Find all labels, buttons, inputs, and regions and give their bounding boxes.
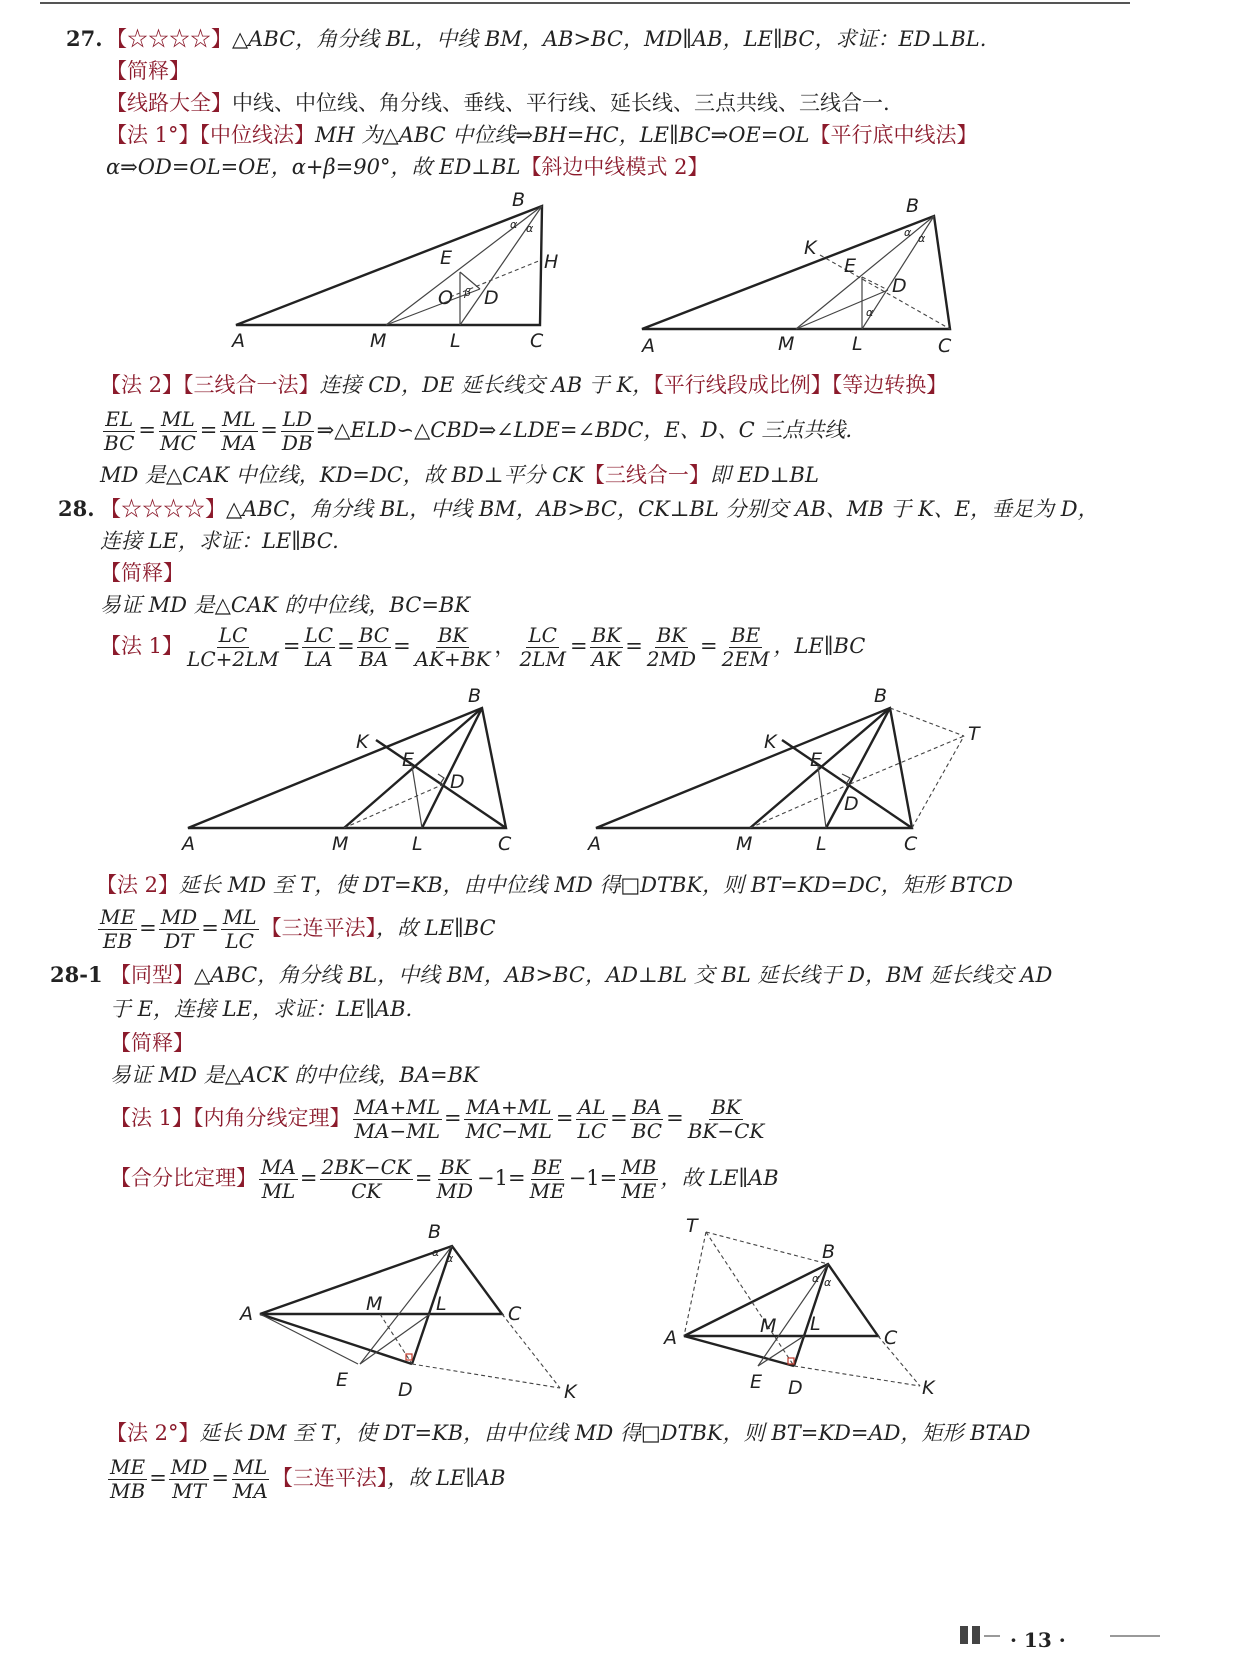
- figure-27-left: [228, 189, 568, 362]
- method2-fractions: $\frac{ME}{MB}$ = $\frac{MD}{MT}$ = $\frac{ML}{MA}$ 【三连平法】，故 LE∥AB: [110, 1455, 506, 1503]
- problem-28-1-note: 易证 MD 是△ACK 的中位线，BA=BK: [110, 1063, 479, 1087]
- fraction: $\frac{2BK-CK}{CK}$: [321, 1155, 411, 1203]
- fraction: $\frac{MD}{DT}$: [160, 905, 198, 953]
- label-k: K: [564, 1381, 577, 1403]
- method2-line1: [100, 372, 947, 398]
- difficulty-stars: 【☆☆☆☆】: [106, 27, 232, 51]
- route-text: 中线、中位线、角分线、垂线、平行线、延长线、三点共线、三线合一.: [232, 91, 890, 115]
- label-l: L: [412, 833, 423, 855]
- method-text: 延长 DM 至 T，使 DT=KB，由中位线 MD 得□DTBK，则 BT=KD=AD，矩形 BTAD: [199, 1421, 1031, 1445]
- label-l: L: [436, 1293, 447, 1315]
- label-m: M: [778, 333, 795, 355]
- method-tag: 【三连平法】: [260, 916, 377, 940]
- label-b: B: [822, 1241, 836, 1263]
- method1-line2: [106, 154, 708, 180]
- fraction: $\frac{LC}{2LM}$: [519, 623, 566, 671]
- label-c: C: [498, 833, 512, 855]
- problem-text: △ABC，角分线 BL，中线 BM，AB>BC，MD∥AB，LE∥BC，求证：ED⊥BL.: [232, 27, 987, 51]
- fraction: $\frac{BE}{ME}$: [529, 1155, 565, 1203]
- label-alpha: α: [510, 218, 518, 231]
- method-tag: 【法 2】: [96, 873, 180, 897]
- fraction: $\frac{BC}{BA}$: [358, 623, 390, 671]
- label-m: M: [370, 330, 387, 352]
- label-b: B: [428, 1221, 442, 1243]
- method-tag: 【斜边中线模式 2】: [520, 155, 709, 179]
- fraction: $\frac{MA+ML}{MC-ML}$: [465, 1095, 552, 1143]
- figure-28-1-left: [240, 1218, 600, 1408]
- method2-line1: [106, 1420, 1030, 1446]
- method-text: ，故 LE∥BC: [376, 916, 496, 940]
- label-c: C: [884, 1327, 898, 1349]
- jianshi-heading: 【简释】: [100, 561, 184, 585]
- fraction: $\frac{ME}{EB}$: [100, 905, 136, 953]
- label-e: E: [336, 1369, 349, 1391]
- label-l: L: [852, 333, 863, 355]
- fraction: $\frac{BK}{BK-CK}$: [687, 1095, 765, 1143]
- problem-28-statement-2: 连接 LE，求证：LE∥BC.: [100, 529, 339, 553]
- method-tag: 【法 2°】: [106, 1421, 200, 1445]
- label-d: D: [892, 275, 907, 297]
- fraction: $\frac{ML}{MA}$: [221, 407, 257, 455]
- same-type-tag: 【同型】: [110, 963, 194, 987]
- fraction: $\frac{ML}{LC}$: [222, 905, 257, 953]
- label-alpha: α: [526, 222, 534, 235]
- minus-one: −1: [477, 1166, 508, 1190]
- label-a: A: [588, 833, 601, 855]
- label-k: K: [922, 1377, 935, 1399]
- label-k: K: [356, 731, 369, 753]
- label-alpha: α: [918, 232, 926, 245]
- label-k: K: [804, 237, 817, 259]
- label-alpha: α: [904, 226, 912, 239]
- label-b: B: [512, 189, 526, 211]
- label-alpha: α: [824, 1276, 832, 1289]
- method-text: 连接 CD，DE 延长线交 AB 于 K，: [319, 373, 654, 397]
- fraction: $\frac{MD}{MT}$: [170, 1455, 208, 1503]
- method-tag: 【平行线段成比例】【等边转换】: [653, 373, 948, 397]
- method-text: ，LE∥BC: [773, 634, 866, 658]
- label-k: K: [764, 731, 777, 753]
- problem-27-number: 27.: [66, 26, 103, 51]
- method2-fractions: $\frac{ME}{EB}$ = $\frac{MD}{DT}$ = $\frac{ML}{LC}$ 【三连平法】，故 LE∥BC: [100, 905, 496, 953]
- fraction: $\frac{ML}{MC}$: [159, 407, 196, 455]
- method2-line3: [100, 462, 819, 488]
- problem-28-statement: [100, 496, 1099, 522]
- jianshi-heading: 【简释】: [110, 1031, 194, 1055]
- triangle-abc: [596, 708, 912, 828]
- label-alpha: α: [812, 1272, 820, 1285]
- label-a: A: [642, 335, 655, 357]
- method1b-fractions: 【合分比定理】 $\frac{MA}{ML}$ = $\frac{2BK-CK}{CK}$ = $\frac{BK}{MD}$ −1= $\frac{BE}{ME}$ −1= $\frac{MB}{ME}$ ，故 LE∥AB: [110, 1155, 779, 1203]
- page-number: · 13 ·: [1010, 1628, 1066, 1652]
- jianshi-heading: 【简释】: [106, 59, 190, 83]
- fraction: $\frac{BK}{MD}$: [436, 1155, 474, 1203]
- label-e: E: [810, 749, 823, 771]
- label-l: L: [816, 833, 827, 855]
- top-rule: [40, 2, 1130, 4]
- method-tag: 【合分比定理】: [110, 1166, 257, 1190]
- problem-28-1-number: 28-1: [50, 962, 103, 987]
- method-tag: 【三连平法】: [271, 1466, 388, 1490]
- label-e: E: [844, 255, 857, 277]
- label-o: O: [438, 287, 453, 309]
- label-d: D: [788, 1377, 803, 1399]
- triangle-abc: [188, 708, 506, 828]
- fraction: $\frac{EL}{BC}$: [104, 407, 135, 455]
- problem-28-1-statement-2: 于 E，连接 LE，求证：LE∥AB.: [110, 997, 413, 1021]
- method-text: 即 ED⊥BL: [709, 463, 819, 487]
- label-a: A: [240, 1303, 253, 1325]
- problem-28-number: 28.: [58, 496, 95, 521]
- label-m: M: [332, 833, 349, 855]
- label-l: L: [450, 330, 461, 352]
- label-e: E: [750, 1371, 763, 1393]
- label-d: D: [398, 1379, 413, 1401]
- route-line: [106, 90, 890, 116]
- label-a: A: [232, 330, 245, 352]
- label-a: A: [182, 833, 195, 855]
- figure-28-left: [180, 685, 520, 858]
- label-c: C: [938, 335, 952, 357]
- method-text: ⇒△ELD∽△CBD⇒∠LDE=∠BDC，E、D、C 三点共线.: [316, 418, 852, 442]
- label-c: C: [508, 1303, 522, 1325]
- fraction: $\frac{ML}{MA}$: [232, 1455, 268, 1503]
- fraction: $\frac{AL}{LC}$: [577, 1095, 607, 1143]
- label-t: T: [968, 723, 980, 745]
- method2-fractions: $\frac{EL}{BC}$ = $\frac{ML}{MC}$ = $\frac{ML}{MA}$ = $\frac{LD}{DB}$ ⇒△ELD∽△CBD⇒∠LDE=∠BDC，E、D、C 三点共线.: [104, 407, 852, 455]
- label-d: D: [484, 287, 499, 309]
- method1-line1: [106, 122, 978, 148]
- problem-text: △ABC，角分线 BL，中线 BM，AB>BC，CK⊥BL 分别交 AB、MB 于 K、E，垂足为 D，: [226, 497, 1099, 521]
- fraction: $\frac{BK}{AK+BK}$: [414, 623, 491, 671]
- label-d: D: [450, 771, 465, 793]
- triangle-abc: [684, 1264, 878, 1336]
- label-t: T: [686, 1215, 698, 1237]
- label-d: D: [844, 793, 859, 815]
- method1-fractions: 【法 1】 $\frac{LC}{LC+2LM}$ = $\frac{LC}{LA}$ = $\frac{BC}{BA}$ = $\frac{BK}{AK+BK}$ ， $\frac{LC}{2LM}$ = $\frac{BK}{AK}$ = $\frac{BK}{2MD}$ = $\frac{BE}{2EM}$ ，LE∥BC: [100, 623, 866, 671]
- method-text: ，故 LE∥AB: [660, 1166, 779, 1190]
- label-e: E: [440, 247, 453, 269]
- label-b: B: [874, 685, 888, 707]
- label-alpha: α: [446, 1252, 454, 1265]
- method-text: 延长 MD 至 T，使 DT=KB，由中位线 MD 得□DTBK，则 BT=KD=DC，矩形 BTCD: [179, 873, 1013, 897]
- fraction: $\frac{BK}{2MD}$: [646, 623, 697, 671]
- method-tag: 【法 1】【内角分线定理】: [110, 1106, 351, 1130]
- label-m: M: [736, 833, 753, 855]
- label-l: L: [810, 1313, 821, 1335]
- method1-fractions: 【法 1】【内角分线定理】 $\frac{MA+ML}{MA-ML}$ = $\frac{MA+ML}{MC-ML}$ = $\frac{AL}{LC}$ = $\frac{BA}{BC}$ = $\frac{BK}{BK-CK}$: [110, 1095, 765, 1143]
- fraction: $\frac{LC}{LC+2LM}$: [187, 623, 279, 671]
- figure-28-1-right: [664, 1215, 984, 1408]
- method-text: ，故 LE∥AB: [387, 1466, 506, 1490]
- fraction: $\frac{MB}{ME}$: [621, 1155, 657, 1203]
- label-b: B: [906, 195, 920, 217]
- problem-28-1-statement: [110, 962, 1052, 988]
- fraction: $\frac{BE}{2EM}$: [721, 623, 770, 671]
- problem-28-note: 易证 MD 是△CAK 的中位线，BC=BK: [100, 593, 471, 617]
- method-tag: 【法 1】: [100, 634, 184, 658]
- method-text: MH 为△ABC 中位线⇒BH=HC，LE∥BC⇒OE=OL: [315, 123, 810, 147]
- label-m: M: [760, 1315, 777, 1337]
- label-m: M: [366, 1293, 383, 1315]
- label-beta: β: [464, 286, 472, 299]
- problem-27-statement: [106, 26, 986, 52]
- fraction: $\frac{MA}{ML}$: [261, 1155, 296, 1203]
- label-a: A: [664, 1327, 677, 1349]
- minus-one: −1: [568, 1166, 600, 1190]
- problem-text: △ABC，角分线 BL，中线 BM，AB>BC，AD⊥BL 交 BL 延长线于 D，BM 延长线交 AD: [194, 963, 1053, 987]
- figure-28-right: [586, 685, 1006, 858]
- figure-27-right: [640, 192, 980, 362]
- fraction: $\frac{LD}{DB}$: [281, 407, 313, 455]
- label-alpha: α: [866, 306, 874, 319]
- route-tag: 【线路大全】: [106, 91, 232, 115]
- method-tag: 【法 1°】【中位线法】: [106, 123, 316, 147]
- label-b: B: [468, 685, 482, 707]
- fraction: $\frac{BA}{BC}$: [631, 1095, 663, 1143]
- fraction: $\frac{ME}{MB}$: [110, 1455, 146, 1503]
- fraction: $\frac{LC}{LA}$: [304, 623, 334, 671]
- method-tag: 【三线合一】: [583, 463, 710, 487]
- method-text: MD 是△CAK 中位线，KD=DC，故 BD⊥平分 CK: [100, 463, 584, 487]
- label-h: H: [544, 251, 559, 273]
- method-tag: 【平行底中线法】: [809, 123, 978, 147]
- label-c: C: [530, 330, 544, 352]
- label-c: C: [904, 833, 918, 855]
- method2-line1: [96, 872, 1013, 898]
- difficulty-stars: 【☆☆☆☆】: [100, 497, 226, 521]
- label-alpha: α: [432, 1246, 440, 1259]
- label-e: E: [402, 749, 415, 771]
- method-tag: 【法 2】【三线合一法】: [100, 373, 320, 397]
- fraction: $\frac{BK}{AK}$: [591, 623, 622, 671]
- method-text: α⇒OD=OL=OE，α+β=90°，故 ED⊥BL: [106, 155, 521, 179]
- fraction: $\frac{MA+ML}{MA-ML}$: [354, 1095, 440, 1143]
